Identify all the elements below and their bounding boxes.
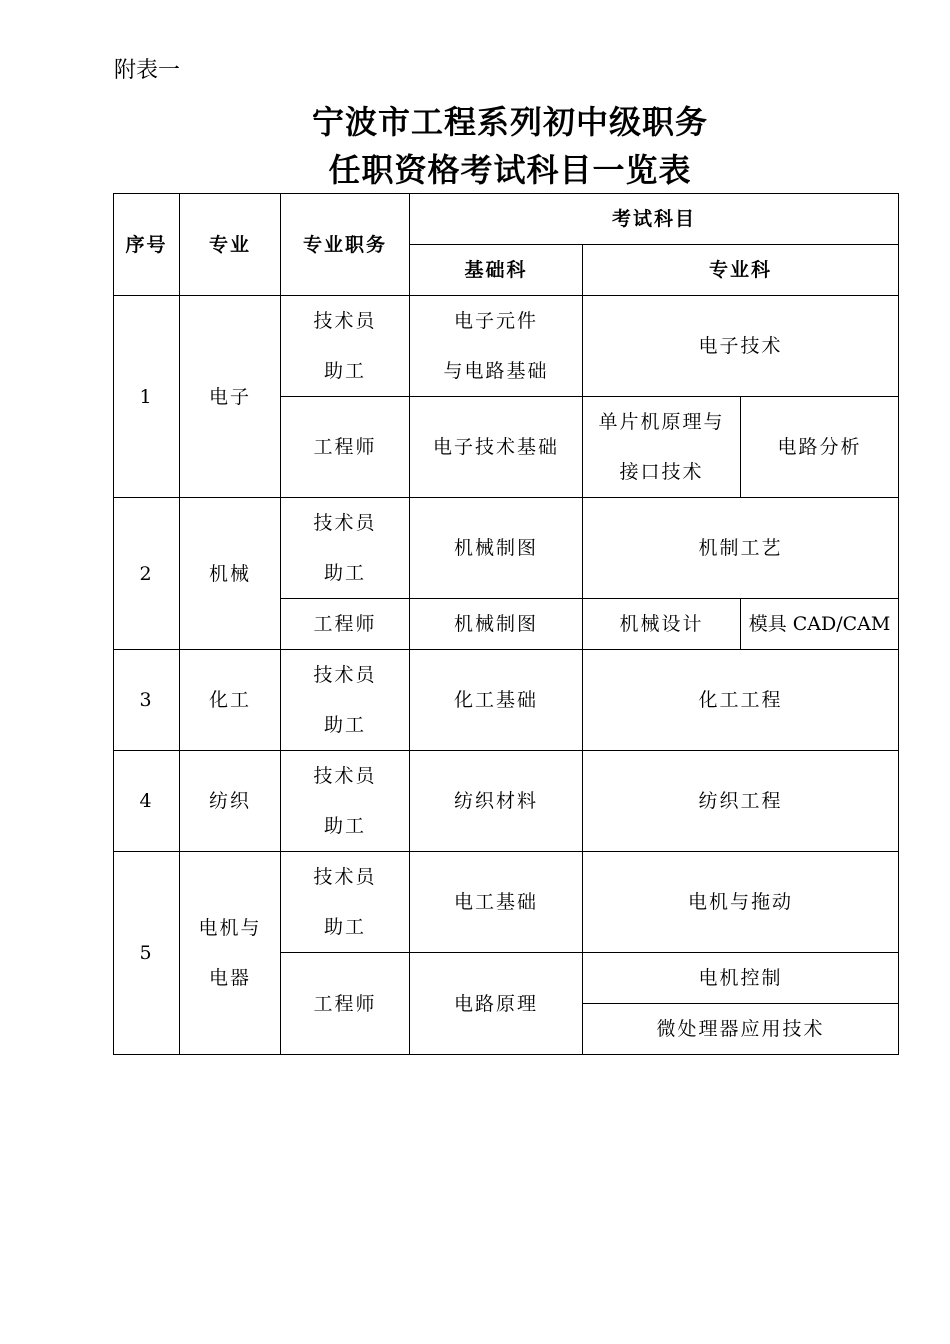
row-basic-subject: 电路原理 xyxy=(410,953,583,1055)
position-line: 技术员 xyxy=(313,866,377,888)
row-position xyxy=(281,296,410,397)
basic-line: 电子元件 xyxy=(453,310,538,332)
row-basic-subject xyxy=(410,296,583,397)
row-position xyxy=(281,751,410,852)
table-row xyxy=(114,296,899,347)
row-index: 1 xyxy=(114,296,180,498)
specialty-line: 电机与 xyxy=(198,917,262,939)
row-specialty: 机械 xyxy=(180,498,281,650)
row-basic-subject: 电子技术基础 xyxy=(410,397,583,498)
row-position: 工程师 xyxy=(281,599,410,650)
table-row xyxy=(114,498,899,549)
header-row-1 xyxy=(114,194,899,245)
position-line: 技术员 xyxy=(313,765,377,787)
row-basic-subject: 机械制图 xyxy=(410,599,583,650)
row-index: 2 xyxy=(114,498,180,650)
row-professional-subject-a: 电机控制 xyxy=(583,953,899,1004)
row-basic-subject: 化工基础 xyxy=(410,650,583,751)
row-specialty: 电子 xyxy=(180,296,281,498)
position-line: 助工 xyxy=(323,815,366,837)
row-basic-subject: 机械制图 xyxy=(410,498,583,599)
page-title-line1: 宁波市工程系列初中级职务 xyxy=(311,103,708,141)
header-index: 序号 xyxy=(114,194,180,296)
position-line: 助工 xyxy=(323,916,366,938)
header-position: 专业职务 xyxy=(281,194,410,296)
row-specialty: 化工 xyxy=(180,650,281,751)
row-index: 4 xyxy=(114,751,180,852)
row-position xyxy=(281,650,410,751)
position-line: 技术员 xyxy=(313,512,377,534)
header-professional: 专业科 xyxy=(583,245,899,296)
position-line: 技术员 xyxy=(313,310,377,332)
row-professional-subject-b: 电路分析 xyxy=(741,397,899,498)
row-professional-subject-b: 模具 CAD/CAM xyxy=(741,599,899,650)
position-line: 技术员 xyxy=(313,664,377,686)
row-basic-subject: 电工基础 xyxy=(410,852,583,953)
row-index: 5 xyxy=(114,852,180,1055)
row-professional-subject: 电子技术 xyxy=(583,296,899,397)
row-basic-subject: 纺织材料 xyxy=(410,751,583,852)
table-row xyxy=(114,852,899,903)
header-exam-subjects: 考试科目 xyxy=(410,194,899,245)
exam-subjects-table xyxy=(113,193,899,1055)
table-row xyxy=(114,751,899,802)
row-specialty xyxy=(180,852,281,1055)
row-position xyxy=(281,852,410,953)
attachment-label: 附表一 xyxy=(114,58,181,83)
row-position: 工程师 xyxy=(281,953,410,1055)
row-professional-subject: 电机与拖动 xyxy=(583,852,899,953)
row-professional-subject: 纺织工程 xyxy=(583,751,899,852)
position-line: 助工 xyxy=(323,562,366,584)
header-basic: 基础科 xyxy=(410,245,583,296)
row-position xyxy=(281,498,410,599)
row-professional-subject-a xyxy=(583,397,741,498)
position-line: 助工 xyxy=(323,360,366,382)
row-professional-subject: 化工工程 xyxy=(583,650,899,751)
table-row xyxy=(114,650,899,701)
professional-line: 单片机原理与 xyxy=(598,411,725,433)
position-line: 助工 xyxy=(323,714,366,736)
row-index: 3 xyxy=(114,650,180,751)
row-professional-subject-b: 微处理器应用技术 xyxy=(583,1004,899,1055)
row-specialty: 纺织 xyxy=(180,751,281,852)
professional-line: 接口技术 xyxy=(619,461,704,483)
specialty-line: 电器 xyxy=(208,967,251,989)
row-professional-subject-a: 机械设计 xyxy=(583,599,741,650)
row-professional-subject: 机制工艺 xyxy=(583,498,899,599)
basic-line: 与电路基础 xyxy=(443,360,549,382)
page-title-line2: 任职资格考试科目一览表 xyxy=(328,151,692,189)
header-specialty: 专业 xyxy=(180,194,281,296)
row-position: 工程师 xyxy=(281,397,410,498)
